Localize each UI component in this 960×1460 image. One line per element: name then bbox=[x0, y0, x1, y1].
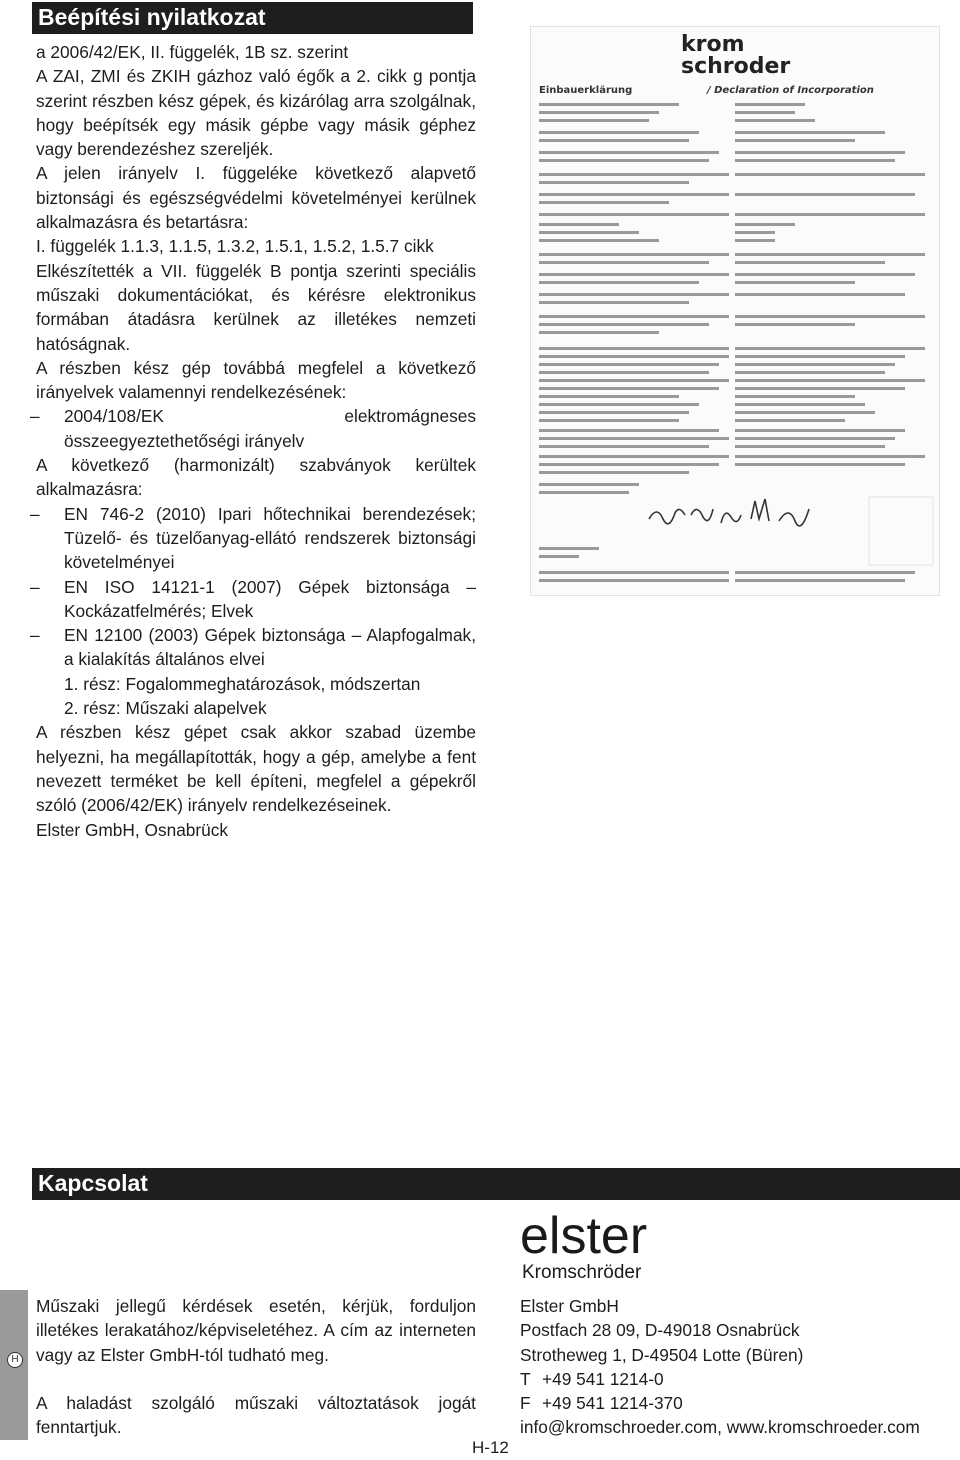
scan-text-line bbox=[539, 213, 729, 216]
scan-text-line bbox=[539, 347, 729, 350]
scan-text-line bbox=[735, 387, 905, 390]
contact-info-text bbox=[36, 1294, 476, 1439]
scan-text-line bbox=[539, 455, 729, 458]
fax-label: F bbox=[520, 1393, 531, 1414]
scan-text-line bbox=[539, 193, 729, 196]
declaration-closing: A részben kész gépet csak akkor szabad üzembe helyezni, ha megállapították, hogy a gép, amelybe a fent nevezett terméket be kell építeni, megfelel a gépekről szóló (2006/42/EK) irányelv rendelkezéseinek. bbox=[36, 722, 476, 816]
logo-subbrand: Kromschröder bbox=[522, 1262, 642, 1283]
scan-text-line bbox=[539, 201, 669, 204]
declaration-scan-graphic bbox=[531, 27, 939, 595]
scan-text-line bbox=[539, 437, 729, 440]
scan-text-line bbox=[539, 571, 729, 574]
standard-list-item: – EN 12100 (2003) Gépek biztonsága – Alapfogalmak, a kialakítás általános elvei bbox=[36, 623, 476, 672]
logo-wordmark: elster bbox=[520, 1207, 648, 1265]
scan-text-line bbox=[735, 173, 925, 176]
page-number: H-12 bbox=[472, 1438, 509, 1457]
scan-text-line bbox=[539, 463, 719, 466]
scan-text-line bbox=[539, 323, 709, 326]
scan-text-line bbox=[539, 273, 729, 276]
scan-text-line bbox=[735, 131, 885, 134]
declaration-paragraph: A ZAI, ZMI és ZKIH gázhoz való égők a 2. cikk g pontja szerint részben kész gépek, és kizárólag arra szolgálnak, hogy beépítsék egy másik gépbe vagy másik géphez vagy berendezéshez szereljék. bbox=[36, 66, 476, 160]
contact-paragraph: Műszaki jellegű kérdések esetén, kérjük, forduljon illetékes lerakatához/képviseletéhez. A cím az interneten vagy az Elster GmbH-tól tudható meg. bbox=[36, 1296, 476, 1365]
scan-text-line bbox=[735, 281, 855, 284]
scan-signatures bbox=[649, 499, 809, 526]
scan-text-line bbox=[735, 355, 905, 358]
scan-text-line bbox=[539, 139, 689, 142]
standard-list-item: – EN ISO 14121-1 (2007) Gépek biztonsága – Kockázatfelmérés; Elvek bbox=[36, 575, 476, 624]
scan-text-line bbox=[735, 455, 925, 458]
scan-text-line bbox=[735, 213, 925, 216]
scan-text-line bbox=[539, 379, 729, 382]
scan-text-line bbox=[735, 253, 925, 256]
scan-text-line bbox=[735, 239, 775, 242]
scan-text-line bbox=[539, 429, 719, 432]
scan-text-line bbox=[539, 293, 729, 296]
scan-text-line bbox=[735, 363, 895, 366]
scan-text-line bbox=[539, 239, 659, 242]
scan-text-line bbox=[735, 579, 905, 582]
scan-text-line bbox=[539, 411, 689, 414]
scan-text-line bbox=[735, 395, 855, 398]
scan-text-line bbox=[539, 555, 579, 558]
declaration-paragraph: A részben kész gép továbbá megfelel a következő irányelvek valamennyi rendelkezésének: bbox=[36, 357, 476, 403]
scan-text-line bbox=[539, 159, 709, 162]
scan-text-line bbox=[735, 315, 925, 318]
phone-row bbox=[520, 1367, 960, 1391]
scan-text-line bbox=[735, 193, 915, 196]
declaration-paragraph: I. függelék 1.1.3, 1.1.5, 1.3.2, 1.5.1, 1.5.2, 1.5.7 cikk bbox=[36, 236, 434, 257]
scan-text-line bbox=[539, 419, 679, 422]
scan-text-line bbox=[539, 395, 679, 398]
scan-text-line bbox=[539, 223, 619, 226]
scan-text-line bbox=[539, 331, 659, 334]
phone-label: T bbox=[520, 1368, 531, 1389]
scan-text-line bbox=[735, 111, 795, 114]
scan-text-line bbox=[539, 181, 689, 184]
scan-text-line bbox=[735, 119, 815, 122]
scan-text-line bbox=[539, 491, 629, 494]
scan-text-line bbox=[539, 301, 689, 304]
scan-text-line bbox=[735, 293, 905, 296]
scan-text-line bbox=[735, 411, 875, 414]
scan-text-line bbox=[735, 151, 905, 154]
declaration-body bbox=[36, 40, 476, 842]
scan-text-line bbox=[539, 103, 679, 106]
scan-text-line bbox=[539, 471, 689, 474]
elster-kromschroder-logo bbox=[520, 1207, 720, 1287]
scan-text-line bbox=[735, 323, 855, 326]
scan-text-line bbox=[539, 445, 709, 448]
street-address: Strotheweg 1, D-49504 Lotte (Büren) bbox=[520, 1344, 804, 1365]
company-name: Elster GmbH bbox=[520, 1296, 619, 1316]
fax-number: +49 541 1214-370 bbox=[542, 1393, 683, 1414]
scan-text-line bbox=[735, 347, 925, 350]
scan-text-line bbox=[735, 103, 805, 106]
standard-list-item: – EN 746-2 (2010) Ipari hőtechnikai berendezések; Tüzelő- és tüzelőanyag-ellátó rendszerek biztonsági követelményei bbox=[36, 502, 476, 575]
declaration-signature: Elster GmbH, Osnabrück bbox=[36, 819, 229, 840]
company-address bbox=[520, 1294, 960, 1440]
scan-title-en: / Declaration of Incorporation bbox=[707, 85, 874, 96]
scan-text-line bbox=[539, 315, 729, 318]
language-marker: H bbox=[7, 1352, 23, 1368]
directive-list-item: – 2004/108/EK elektromágneses összeegyeztethetőségi irányelv bbox=[36, 404, 476, 453]
scan-text-line bbox=[539, 355, 729, 358]
scan-text-line bbox=[539, 151, 719, 154]
scan-text-line bbox=[539, 131, 699, 134]
contact-paragraph: A haladást szolgáló műszaki változtatások jogát fenntartjuk. bbox=[36, 1392, 476, 1438]
scan-text-line bbox=[539, 261, 709, 264]
scan-text-line bbox=[539, 111, 659, 114]
postal-address: Postfach 28 09, D-49018 Osnabrück bbox=[520, 1320, 800, 1341]
scan-text-line bbox=[735, 445, 885, 448]
fax-row bbox=[520, 1391, 960, 1415]
scan-text-line bbox=[735, 419, 845, 422]
scan-text-line bbox=[539, 579, 729, 582]
scan-logo-line2: schroder bbox=[681, 54, 791, 79]
declaration-scan-image bbox=[530, 26, 940, 596]
standard-part: 2. rész: Műszaki alapelvek bbox=[64, 698, 267, 719]
scan-text-line bbox=[539, 119, 649, 122]
scan-text-line bbox=[539, 403, 699, 406]
scan-logo-line1: krom bbox=[681, 32, 745, 57]
scan-text-line bbox=[735, 139, 855, 142]
scan-text-line bbox=[735, 429, 905, 432]
declaration-paragraph: A jelen irányelv I. függeléke következő alapvető biztonsági és egészségvédelmi követelményei kerülnek alkalmazásra és betartásra: bbox=[36, 163, 476, 233]
standards-intro: A következő (harmonizált) szabványok kerültek alkalmazásra: bbox=[36, 455, 476, 500]
scan-text-line bbox=[539, 281, 699, 284]
declaration-paragraph: Elkészítették a VII. függelék B pontja szerinti speciális műszaki dokumentációkat, és kérésre elektronikus formában átadásra kerülnek az illetékes nemzeti hatóságnak. bbox=[36, 260, 476, 354]
declaration-reference: a 2006/42/EK, II. függelék, 1B sz. szerint bbox=[36, 42, 349, 62]
scan-text-line bbox=[735, 379, 925, 382]
scan-text-line bbox=[539, 363, 719, 366]
scan-text-line bbox=[539, 173, 729, 176]
scan-text-line bbox=[539, 231, 639, 234]
phone-number: +49 541 1214-0 bbox=[542, 1368, 664, 1389]
scan-text-line bbox=[539, 387, 719, 390]
scan-text-line bbox=[735, 223, 795, 226]
scan-text-line bbox=[539, 547, 599, 550]
scan-text-line bbox=[539, 483, 639, 486]
scan-text-line bbox=[735, 231, 775, 234]
scan-text-line bbox=[735, 261, 885, 264]
section-title-contact: Kapcsolat bbox=[32, 1168, 960, 1200]
scan-text-lines bbox=[539, 103, 925, 582]
scan-title-de: Einbauerklärung bbox=[539, 85, 633, 96]
scan-text-line bbox=[735, 159, 895, 162]
scan-text-line bbox=[735, 571, 915, 574]
email-web-links[interactable]: info@kromschroeder.com, www.kromschroeder.com bbox=[520, 1417, 920, 1438]
scan-text-line bbox=[539, 253, 729, 256]
standard-part: 1. rész: Fogalommeghatározások, módszertan bbox=[64, 673, 421, 694]
scan-text-line bbox=[735, 463, 905, 466]
scan-stamp-area bbox=[869, 497, 933, 565]
scan-text-line bbox=[735, 273, 915, 276]
section-title-declaration: Beépítési nyilatkozat bbox=[32, 2, 473, 34]
scan-text-line bbox=[735, 371, 885, 374]
scan-text-line bbox=[539, 371, 709, 374]
scan-text-line bbox=[735, 437, 895, 440]
scan-text-line bbox=[735, 403, 865, 406]
